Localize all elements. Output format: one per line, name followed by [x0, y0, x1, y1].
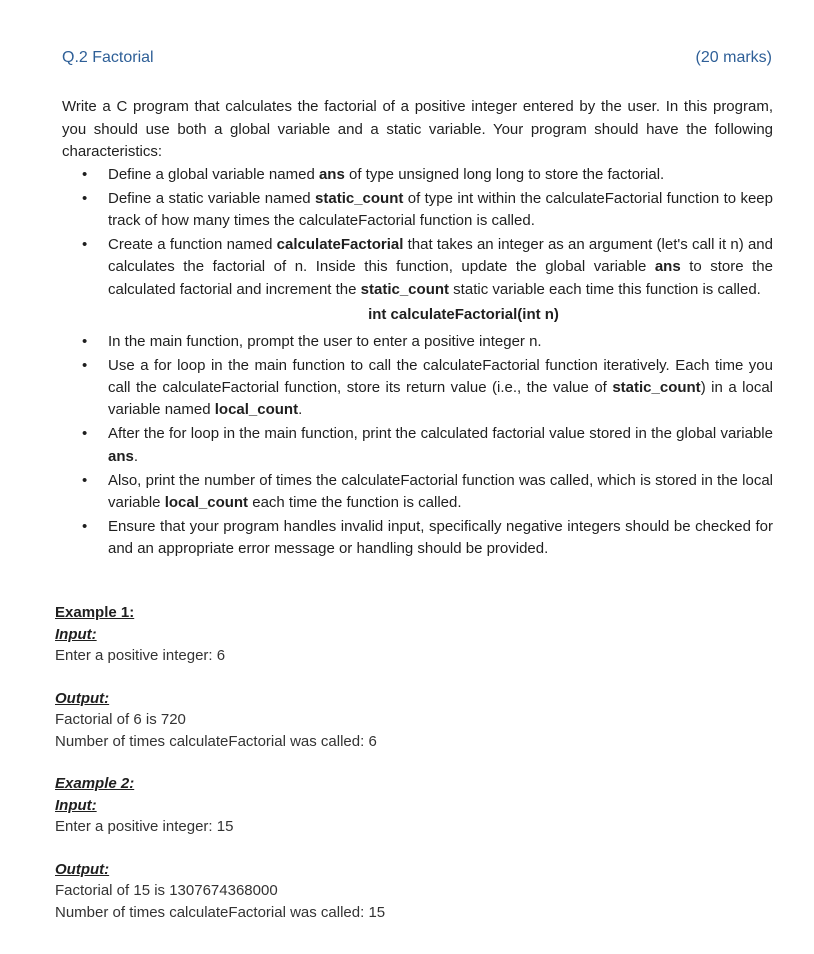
code-term: ans	[654, 258, 681, 276]
example-2-input-line: Enter a positive integer: 15	[55, 818, 234, 835]
list-item: • Define a static variable named static_count of type int within the calculateFactorial function to keep track of how many times the calculateFactorial function is called.	[82, 190, 773, 230]
bullet-icon: •	[82, 517, 88, 535]
bullet-icon: •	[82, 357, 88, 375]
example-1-input-line: Enter a positive integer: 6	[55, 647, 226, 664]
code-term: calculateFactorial	[276, 236, 404, 254]
example-1-output-line-2: Number of times calculateFactorial was called: 6	[55, 732, 377, 750]
example-2-heading: Example 2:	[55, 775, 135, 792]
examples-section	[55, 602, 775, 923]
example-1-output-label: Output:	[55, 689, 110, 707]
bullet-icon: •	[82, 333, 88, 351]
code-term: local_count	[214, 401, 299, 419]
example-1-heading: Example 1:	[55, 604, 135, 621]
list-item: • Define a global variable named ans of type unsigned long long to store the factorial.	[62, 164, 773, 186]
bullet-icon: •	[82, 190, 88, 207]
example-2-output-line-1: Factorial of 15 is 1307674368000	[55, 882, 278, 899]
example-1-input-label: Input:	[55, 625, 97, 643]
example-2-output-line-2: Number of times calculateFactorial was called: 15	[55, 903, 386, 921]
bullet-icon: •	[82, 166, 88, 183]
example-1-output-line-1: Factorial of 6 is 720	[55, 711, 186, 728]
list-item: • Also, print the number of times the calculateFactorial function was called, which is stored in the local variable local_count each time the function is called.	[82, 471, 773, 511]
list-item: • Ensure that your program handles invalid input, specifically negative integers should be checked for and an appropriate error message or handling should be provided.	[82, 517, 773, 558]
intro-paragraph: Write a C program that calculates the factorial of a positive integer entered by the user. In this program, you should use both a global variable and a static variable. Your program should have the following characteristics:	[62, 98, 773, 160]
code-term: ans	[318, 166, 345, 183]
question-marks: (20 marks)	[695, 49, 772, 66]
bullet-icon: •	[82, 425, 88, 443]
code-term: static_count	[612, 379, 701, 397]
example-2-input-label: Input:	[55, 796, 97, 814]
function-signature: int calculateFactorial(int n)	[368, 305, 559, 323]
list-item: • After the for loop in the main function, print the calculated factorial value stored in the global variable ans.	[82, 425, 773, 465]
code-term: ans	[108, 447, 134, 465]
example-2-output-label: Output:	[55, 860, 110, 878]
bullet-icon: •	[82, 471, 88, 489]
code-term: static_count	[315, 190, 404, 207]
bullet-icon: •	[82, 236, 88, 254]
requirements-list	[62, 164, 773, 562]
list-item: • Create a function named calculateFactorial that takes an integer as an argument (let's call it n) and calculates the factorial of n. Inside this function, update the global variable ans to store the calculated factorial and increment the static_count static variable each time this function is called. int calculateFactorial(int n)	[62, 234, 773, 326]
question-title: Q.2 Factorial	[62, 49, 154, 66]
code-term: local_count	[164, 493, 249, 511]
list-item: • In the main function, prompt the user to enter a positive integer n.	[62, 331, 773, 353]
code-term: static_count	[360, 280, 450, 298]
list-item: • Use a for loop in the main function to call the calculateFactorial function iteratively. Each time you call the calculateFactorial function, store its return value (i.e., the value of static_count) in a local variable named local_count.	[82, 357, 773, 419]
